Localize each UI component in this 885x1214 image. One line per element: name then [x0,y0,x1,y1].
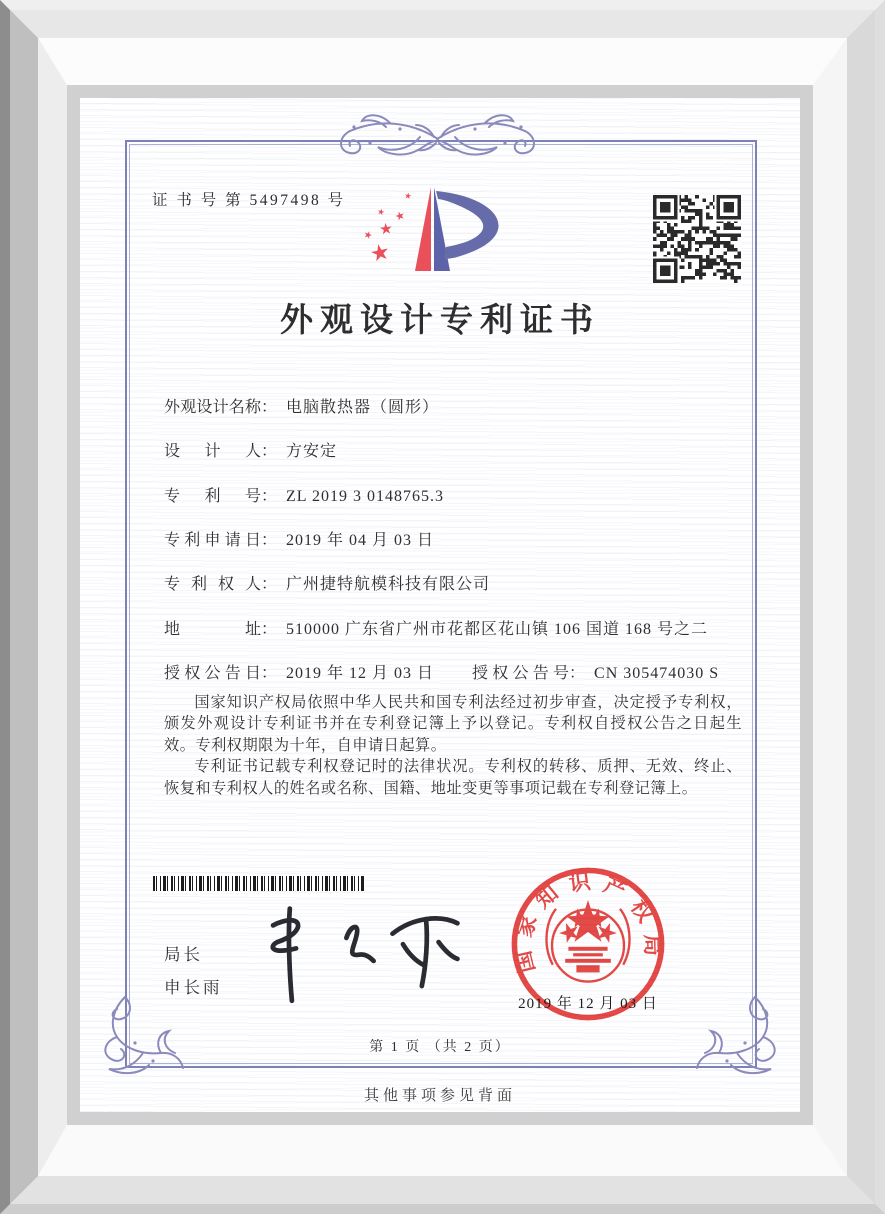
field-colon: ： [569,665,586,682]
commissioner-name: 申长雨 [164,978,223,997]
field-label: 专利权人 [164,576,261,593]
field-value: 广州捷特航模科技有限公司 [286,576,491,593]
field-address [164,616,708,639]
legal-paragraph: 专利证书记载专利权登记时的法律状况。专利权的转移、质押、无效、终止、恢复和专利权人的姓名或名称、国籍、地址变更等事项记载在专利登记簿上。 [164,758,742,797]
page-number: 第 1 页 （共 2 页） [369,1040,511,1055]
cnipa-logo [358,183,540,283]
flourish-bottom-left [95,995,185,1075]
field-colon: ： [261,621,278,638]
field-patent-number [164,483,444,506]
field-designer [164,438,337,461]
signature-handwriting [250,896,470,1006]
field-value: 2019 年 04 月 03 日 [286,532,435,549]
commissioner-title: 局长 [164,945,203,964]
frame-mat-shadow [67,85,813,1125]
field-colon: ： [261,576,278,593]
field-colon: ： [261,443,278,460]
field-colon: ： [261,532,278,549]
field-value: 2019 年 12 月 03 日 [286,665,435,682]
field-value: ZL 2019 3 0148765.3 [286,488,444,505]
field-patentee [164,571,490,594]
grant-date [164,665,434,682]
legal-paragraph: 国家知识产权局依照中华人民共和国专利法经过初步审查，决定授予专利权，颁发外观设计专利证书并在专利登记簿上予以登记。专利权自授权公告之日起生效。专利权期限为十年，自申请日起算。 [164,694,742,754]
flourish-bottom-right [695,995,785,1075]
field-colon: ： [261,665,278,682]
field-colon: ： [261,399,278,416]
qr-code [653,195,741,283]
barcode [153,876,365,891]
field-label: 授权公告日 [164,665,261,682]
certificate-page [80,98,800,1112]
certificate-number: 证 书 号 第 5497498 号 [152,192,346,209]
field-value: 510000 广东省广州市花都区花山镇 106 国道 168 号之二 [286,621,709,638]
seal-org-text: 国家知识产权局 [510,869,665,976]
field-value: 电脑散热器（圆形） [286,399,440,416]
back-note: 其他事项参见背面 [363,1088,516,1104]
field-value: CN 305474030 S [594,665,720,682]
field-label: 地址 [164,621,261,638]
field-label: 授权公告号 [472,665,569,682]
field-application-date [164,527,434,550]
field-grant-row [164,660,742,683]
field-label: 专利申请日 [164,532,261,549]
field-label: 专利号 [164,488,261,505]
field-colon: ： [261,488,278,505]
grant-number [472,660,719,683]
field-design-name [164,394,439,417]
field-label: 外观设计名称 [164,399,261,416]
flourish-top-center [330,105,545,167]
certificate-title: 外观设计专利证书 [280,303,600,339]
seal-date: 2019 年 12 月 03 日 [518,996,658,1012]
legal-text [164,692,742,799]
field-label: 设计人 [164,443,261,460]
field-value: 方安定 [286,443,338,460]
national-emblem [546,909,629,982]
